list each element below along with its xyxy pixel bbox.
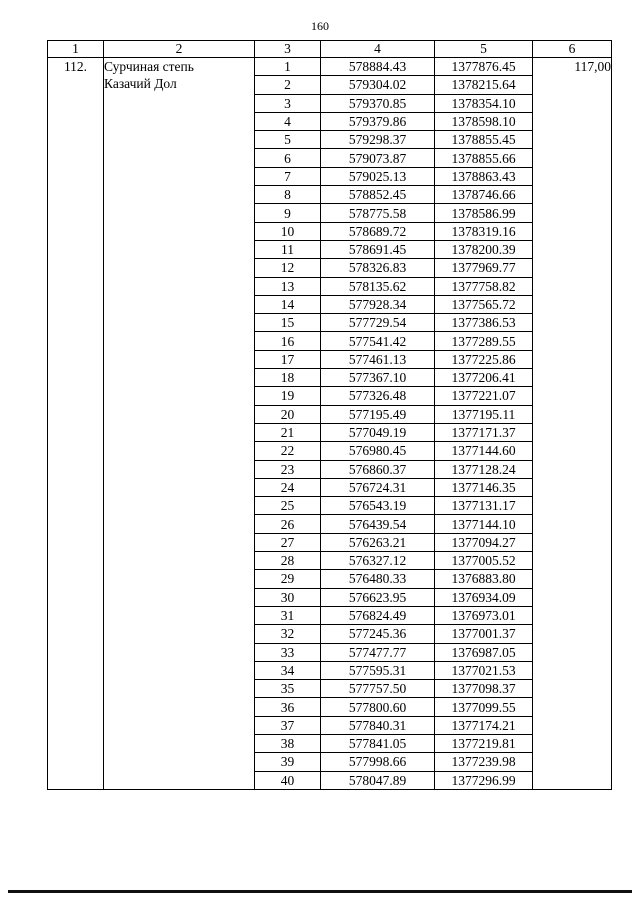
coordinate-x: 579025.13 bbox=[321, 167, 435, 185]
point-number: 4 bbox=[255, 112, 321, 130]
point-number: 5 bbox=[255, 131, 321, 149]
point-number: 23 bbox=[255, 460, 321, 478]
coordinate-x: 578135.62 bbox=[321, 277, 435, 295]
coordinates-table bbox=[47, 40, 612, 790]
point-number: 13 bbox=[255, 277, 321, 295]
point-number: 27 bbox=[255, 533, 321, 551]
column-header: 2 bbox=[104, 41, 255, 58]
coordinate-y: 1377225.86 bbox=[435, 350, 533, 368]
point-number: 22 bbox=[255, 442, 321, 460]
column-header: 5 bbox=[435, 41, 533, 58]
column-header: 3 bbox=[255, 41, 321, 58]
coordinate-x: 577800.60 bbox=[321, 698, 435, 716]
point-number: 8 bbox=[255, 186, 321, 204]
coordinate-x: 576824.49 bbox=[321, 606, 435, 624]
coordinate-x: 577757.50 bbox=[321, 680, 435, 698]
coordinate-x: 577998.66 bbox=[321, 753, 435, 771]
coordinate-x: 578775.58 bbox=[321, 204, 435, 222]
point-number: 26 bbox=[255, 515, 321, 533]
coordinate-y: 1378215.64 bbox=[435, 76, 533, 94]
coordinate-x: 578326.83 bbox=[321, 259, 435, 277]
point-number: 1 bbox=[255, 58, 321, 76]
coordinate-x: 578691.45 bbox=[321, 240, 435, 258]
point-number: 40 bbox=[255, 771, 321, 789]
coordinate-x: 578884.43 bbox=[321, 58, 435, 76]
header-row bbox=[48, 41, 612, 58]
coordinate-x: 579073.87 bbox=[321, 149, 435, 167]
column-header: 4 bbox=[321, 41, 435, 58]
point-number: 24 bbox=[255, 478, 321, 496]
point-number: 15 bbox=[255, 314, 321, 332]
table-row bbox=[48, 58, 612, 76]
point-number: 14 bbox=[255, 295, 321, 313]
coordinate-x: 576263.21 bbox=[321, 533, 435, 551]
coordinate-y: 1378319.16 bbox=[435, 222, 533, 240]
point-number: 12 bbox=[255, 259, 321, 277]
coordinate-y: 1376883.80 bbox=[435, 570, 533, 588]
point-number: 33 bbox=[255, 643, 321, 661]
coordinate-x: 578047.89 bbox=[321, 771, 435, 789]
coordinate-y: 1377144.60 bbox=[435, 442, 533, 460]
coordinate-y: 1377969.77 bbox=[435, 259, 533, 277]
coordinate-y: 1376973.01 bbox=[435, 606, 533, 624]
coordinate-y: 1377758.82 bbox=[435, 277, 533, 295]
point-number: 30 bbox=[255, 588, 321, 606]
coordinate-y: 1377171.37 bbox=[435, 423, 533, 441]
point-number: 7 bbox=[255, 167, 321, 185]
point-number: 11 bbox=[255, 240, 321, 258]
coordinate-x: 576439.54 bbox=[321, 515, 435, 533]
coordinate-y: 1377144.10 bbox=[435, 515, 533, 533]
point-number: 6 bbox=[255, 149, 321, 167]
coordinate-x: 577541.42 bbox=[321, 332, 435, 350]
coordinate-x: 578852.45 bbox=[321, 186, 435, 204]
coordinate-x: 577729.54 bbox=[321, 314, 435, 332]
column-header: 1 bbox=[48, 41, 104, 58]
coordinate-x: 576623.95 bbox=[321, 588, 435, 606]
coordinate-y: 1377195.11 bbox=[435, 405, 533, 423]
coordinate-y: 1378200.39 bbox=[435, 240, 533, 258]
coordinate-y: 1377128.24 bbox=[435, 460, 533, 478]
coordinate-y: 1377099.55 bbox=[435, 698, 533, 716]
entry-number: 112. bbox=[48, 58, 104, 790]
point-number: 36 bbox=[255, 698, 321, 716]
point-number: 3 bbox=[255, 94, 321, 112]
coordinate-y: 1377098.37 bbox=[435, 680, 533, 698]
coordinate-x: 577840.31 bbox=[321, 716, 435, 734]
coordinate-y: 1377565.72 bbox=[435, 295, 533, 313]
coordinate-y: 1377221.07 bbox=[435, 387, 533, 405]
coordinate-y: 1377094.27 bbox=[435, 533, 533, 551]
point-number: 17 bbox=[255, 350, 321, 368]
entry-area: 117,00 bbox=[533, 58, 612, 790]
point-number: 39 bbox=[255, 753, 321, 771]
coordinate-y: 1378598.10 bbox=[435, 112, 533, 130]
coordinate-y: 1377239.98 bbox=[435, 753, 533, 771]
coordinate-x: 577049.19 bbox=[321, 423, 435, 441]
coordinate-y: 1377131.17 bbox=[435, 497, 533, 515]
entry-name-line: Казачий Дол bbox=[104, 76, 177, 91]
coordinate-x: 576543.19 bbox=[321, 497, 435, 515]
coordinate-x: 579298.37 bbox=[321, 131, 435, 149]
point-number: 29 bbox=[255, 570, 321, 588]
point-number: 25 bbox=[255, 497, 321, 515]
coordinate-y: 1377289.55 bbox=[435, 332, 533, 350]
coordinate-y: 1376987.05 bbox=[435, 643, 533, 661]
point-number: 38 bbox=[255, 734, 321, 752]
coordinate-x: 577928.34 bbox=[321, 295, 435, 313]
coordinate-x: 576860.37 bbox=[321, 460, 435, 478]
coordinate-y: 1378586.99 bbox=[435, 204, 533, 222]
coordinate-x: 577367.10 bbox=[321, 369, 435, 387]
coordinate-y: 1378863.43 bbox=[435, 167, 533, 185]
column-header: 6 bbox=[533, 41, 612, 58]
point-number: 28 bbox=[255, 552, 321, 570]
coordinate-x: 576724.31 bbox=[321, 478, 435, 496]
point-number: 34 bbox=[255, 661, 321, 679]
point-number: 31 bbox=[255, 606, 321, 624]
coordinate-x: 579304.02 bbox=[321, 76, 435, 94]
coordinate-x: 577326.48 bbox=[321, 387, 435, 405]
coordinate-y: 1377296.99 bbox=[435, 771, 533, 789]
coordinate-y: 1377219.81 bbox=[435, 734, 533, 752]
point-number: 18 bbox=[255, 369, 321, 387]
coordinate-y: 1378855.45 bbox=[435, 131, 533, 149]
point-number: 10 bbox=[255, 222, 321, 240]
entry-name-line: Сурчиная степь bbox=[104, 59, 194, 74]
coordinate-x: 576327.12 bbox=[321, 552, 435, 570]
point-number: 32 bbox=[255, 625, 321, 643]
coordinate-x: 576480.33 bbox=[321, 570, 435, 588]
point-number: 16 bbox=[255, 332, 321, 350]
coordinate-y: 1376934.09 bbox=[435, 588, 533, 606]
coordinate-y: 1377386.53 bbox=[435, 314, 533, 332]
coordinate-x: 579370.85 bbox=[321, 94, 435, 112]
coordinate-x: 579379.86 bbox=[321, 112, 435, 130]
point-number: 37 bbox=[255, 716, 321, 734]
coordinate-y: 1378855.66 bbox=[435, 149, 533, 167]
coordinate-x: 577461.13 bbox=[321, 350, 435, 368]
point-number: 9 bbox=[255, 204, 321, 222]
coordinate-y: 1377021.53 bbox=[435, 661, 533, 679]
coordinate-y: 1377146.35 bbox=[435, 478, 533, 496]
coordinate-x: 577841.05 bbox=[321, 734, 435, 752]
coordinate-x: 578689.72 bbox=[321, 222, 435, 240]
page-number: 160 bbox=[311, 19, 329, 33]
point-number: 21 bbox=[255, 423, 321, 441]
coordinate-x: 577245.36 bbox=[321, 625, 435, 643]
coordinate-x: 577477.77 bbox=[321, 643, 435, 661]
coordinate-x: 576980.45 bbox=[321, 442, 435, 460]
coordinate-y: 1377005.52 bbox=[435, 552, 533, 570]
bottom-rule bbox=[8, 890, 632, 893]
coordinate-y: 1377206.41 bbox=[435, 369, 533, 387]
coordinate-x: 577595.31 bbox=[321, 661, 435, 679]
coordinate-x: 577195.49 bbox=[321, 405, 435, 423]
point-number: 35 bbox=[255, 680, 321, 698]
coordinate-y: 1378354.10 bbox=[435, 94, 533, 112]
coordinate-y: 1377876.45 bbox=[435, 58, 533, 76]
coordinate-y: 1377174.21 bbox=[435, 716, 533, 734]
coordinate-y: 1378746.66 bbox=[435, 186, 533, 204]
entry-name bbox=[104, 58, 255, 790]
coordinate-y: 1377001.37 bbox=[435, 625, 533, 643]
point-number: 2 bbox=[255, 76, 321, 94]
point-number: 19 bbox=[255, 387, 321, 405]
point-number: 20 bbox=[255, 405, 321, 423]
